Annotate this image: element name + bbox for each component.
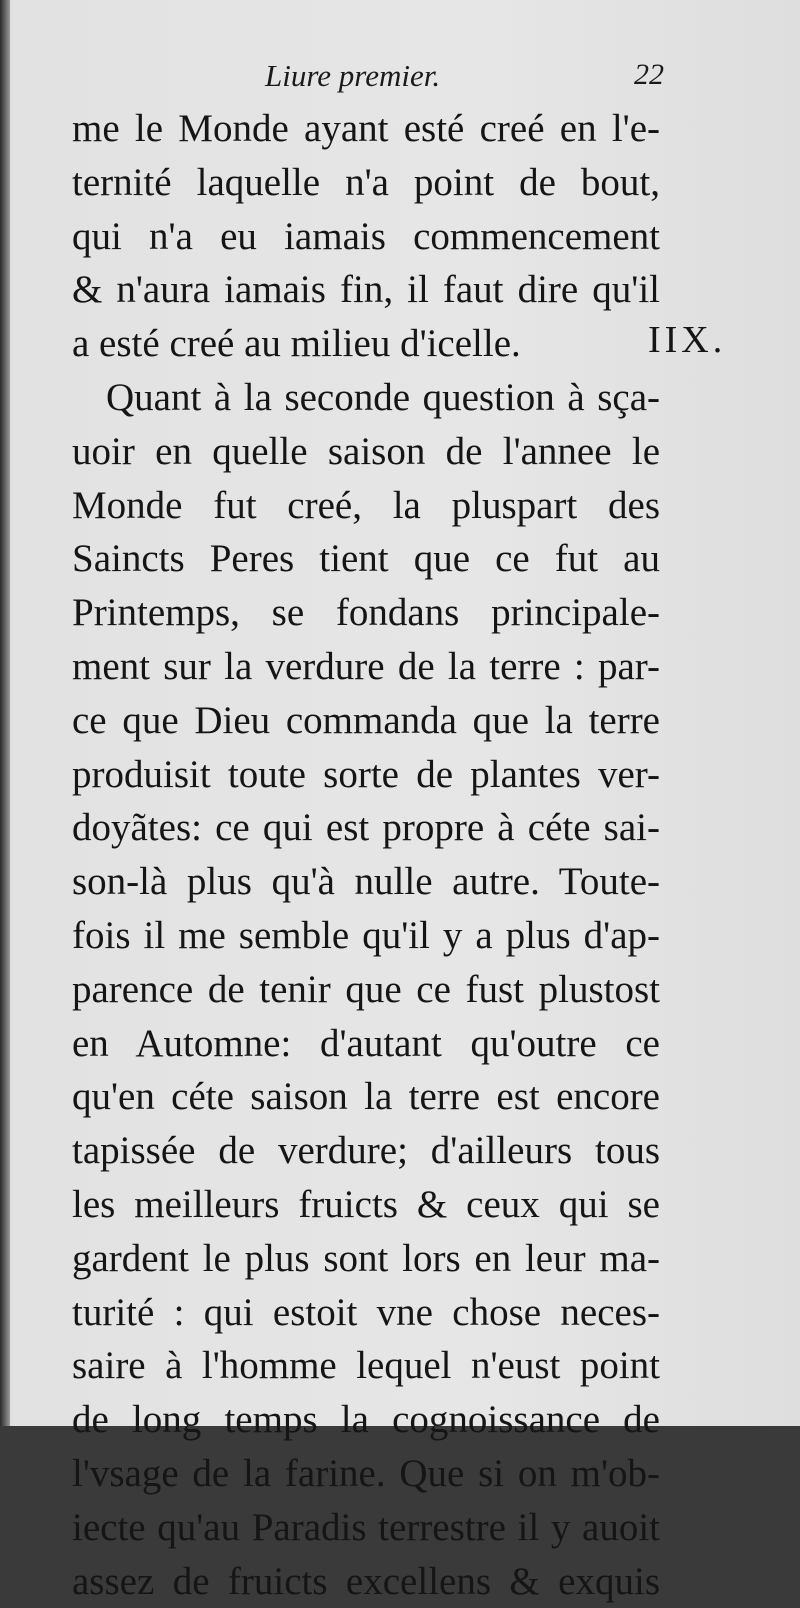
text-line: assez de fruicts excellens & exquis bbox=[72, 1559, 660, 1603]
text-line: Monde fut creé, la pluspart des bbox=[72, 483, 660, 527]
text-line: ce que Dieu commanda que la terre bbox=[72, 698, 660, 742]
text-line: les meilleurs fruicts & ceux qui se bbox=[72, 1182, 660, 1226]
page-number: 22 bbox=[634, 58, 664, 91]
text-line: saire à l'homme lequel n'eust point bbox=[72, 1344, 660, 1388]
text-line: ment sur la verdure de la terre : par- bbox=[72, 644, 660, 688]
text-line: l'vsage de la farine. Que si on m'ob- bbox=[72, 1451, 660, 1495]
text-line: son-là plus qu'à nulle autre. Toute- bbox=[72, 860, 660, 904]
margin-note: IIX. bbox=[648, 319, 727, 361]
text-line: parence de tenir que ce fust plustost bbox=[72, 967, 660, 1011]
text-line: Printemps, se fondans principale- bbox=[72, 591, 660, 635]
page-edge-shadow bbox=[0, 0, 10, 1426]
text-line: uoir en quelle saison de l'annee le bbox=[72, 429, 660, 473]
text-line: iecte qu'au Paradis terrestre il y auoit bbox=[72, 1505, 660, 1549]
text-line: gardent le plus sont lors en leur ma- bbox=[72, 1236, 660, 1280]
text-line: Saincts Peres tient que ce fut au bbox=[72, 537, 660, 581]
text-line: tapissée de verdure; d'ailleurs tous bbox=[72, 1129, 660, 1173]
text-line: qui n'a eu iamais commencement bbox=[72, 214, 660, 258]
running-head: Liure premier. bbox=[265, 58, 441, 93]
body-text bbox=[72, 102, 660, 1608]
text-line: turité : qui estoit vne chose neces- bbox=[72, 1290, 660, 1334]
text-line: doyãtes: ce qui est propre à céte sai- bbox=[72, 806, 660, 850]
text-line: a esté creé au milieu d'icelle. bbox=[72, 322, 521, 366]
text-line: Quant à la seconde question à sça- bbox=[106, 375, 660, 419]
text-line: ternité laquelle n'a point de bout, bbox=[72, 160, 660, 204]
text-line: fois il me semble qu'il y a plus d'ap- bbox=[72, 913, 660, 957]
text-line: de long temps la cognoissance de bbox=[72, 1398, 660, 1442]
text-line: me le Monde ayant esté creé en l'e- bbox=[72, 107, 660, 150]
text-line: en Automne: d'autant qu'outre ce bbox=[72, 1021, 660, 1065]
page-header bbox=[80, 58, 670, 98]
text-line: qu'en céte saison la terre est encore bbox=[72, 1075, 660, 1119]
text-line: & n'aura iamais fin, il faut dire qu'il bbox=[72, 268, 660, 312]
text-line: produisit toute sorte de plantes ver- bbox=[72, 752, 660, 796]
